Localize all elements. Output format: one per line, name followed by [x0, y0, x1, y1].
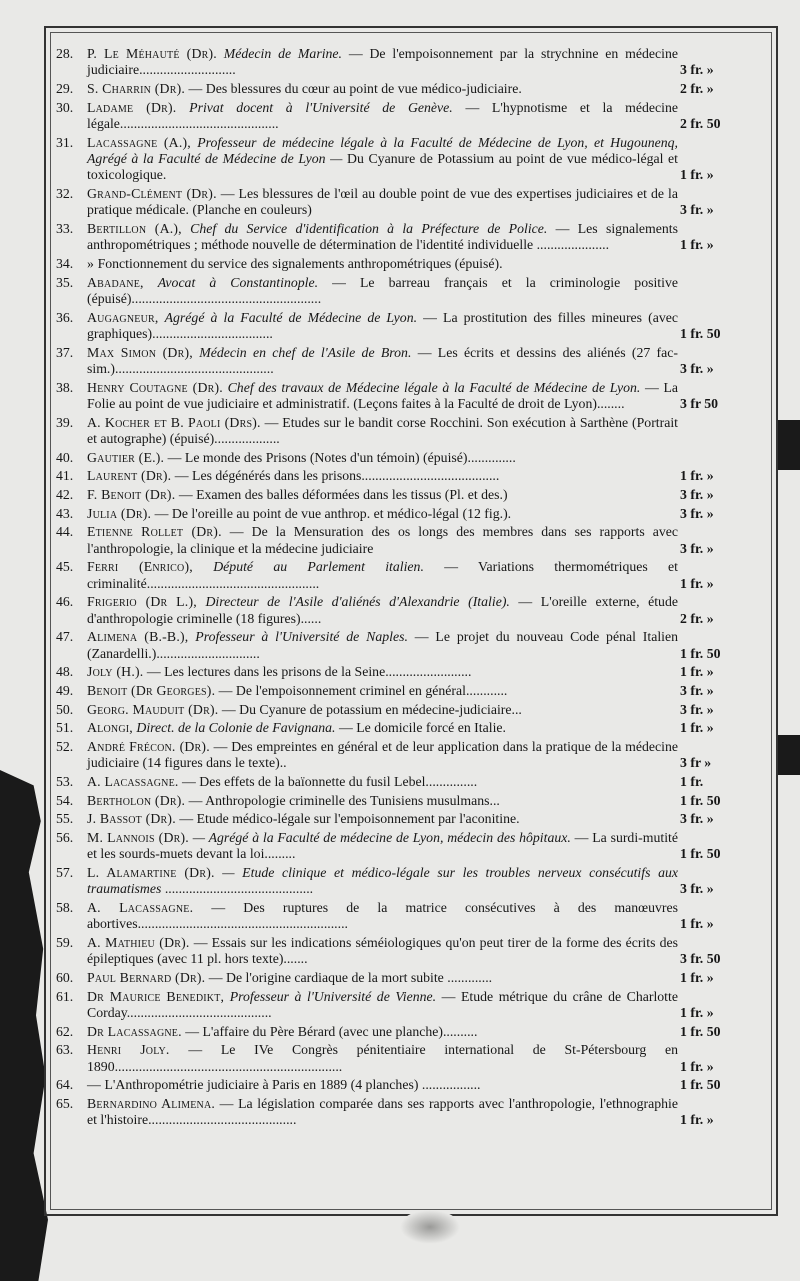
catalogue-list	[56, 46, 766, 1131]
entry-description: — Les dégénérés dans les prisons........................................	[174, 468, 500, 484]
catalogue-entry	[56, 506, 766, 522]
catalogue-entry	[56, 739, 766, 772]
entry-author: Gautier (E.).	[87, 449, 165, 465]
catalogue-entry	[56, 935, 766, 968]
entry-title: Agrégé à la Faculté de Médecine de Lyon.	[164, 309, 418, 325]
entry-price: 3 fr. »	[680, 540, 714, 556]
entry-number: 35.	[56, 274, 74, 290]
entry-description: — De la Mensuration des os longs des membres dans ses rapports avec l'anthropologie, la clinique et la médecine judiciaire	[87, 524, 679, 556]
entry-text	[87, 524, 678, 557]
entry-number: 37.	[56, 344, 74, 360]
entry-price: 3 fr. »	[680, 486, 714, 502]
entry-text	[87, 629, 678, 662]
catalogue-entry	[56, 81, 766, 97]
entry-author: Abadane,	[87, 274, 144, 290]
entry-description: — Les écrits et dessins des aliénés (27 fac-sim.)..............................................	[87, 344, 678, 376]
entry-author: Bertillon (A.),	[87, 220, 182, 236]
entry-text	[87, 811, 678, 827]
entry-title: Chef des travaux de Médecine légale à la Faculté de Médecine de Lyon.	[227, 379, 641, 395]
entry-text	[87, 415, 678, 448]
entry-description: — De l'empoisonnement par la strychnine en médecine judiciaire............................	[87, 46, 678, 78]
entry-number: 57.	[56, 864, 74, 880]
catalogue-entry	[56, 664, 766, 680]
entry-description: — Le barreau français et la criminologie positive (épuisé).......................................................	[87, 274, 678, 306]
entry-price: 1 fr. 50	[680, 325, 721, 341]
entry-title: — Agrégé à la Faculté de médecine de Lyon, médecin des hôpitaux.	[192, 830, 571, 845]
entry-author: Bernardino Alimena.	[87, 1095, 216, 1111]
entry-text	[87, 900, 678, 933]
entry-number: 55.	[56, 811, 74, 827]
entry-description: — La surdi-mutité et les sourds-muets devant la loi.........	[87, 830, 679, 862]
entry-number: 39.	[56, 414, 74, 430]
catalogue-entry	[56, 594, 766, 627]
entry-number: 42.	[56, 486, 74, 502]
catalogue-entry	[56, 310, 766, 343]
entry-title: Professeur à l'Université de Vienne.	[229, 988, 437, 1004]
entry-description: — Anthropologie criminelle des Tunisiens musulmans...	[188, 792, 500, 808]
entry-text	[87, 310, 678, 343]
entry-author: A. Lacassagne.	[87, 899, 194, 915]
torn-page-edge	[778, 735, 800, 775]
entry-title: Avocat à Constantinople.	[157, 274, 319, 290]
entry-price: 1 fr.	[680, 773, 704, 789]
entry-text	[87, 830, 678, 863]
entry-title: Direct. de la Colonie de Favignana.	[136, 720, 336, 736]
entry-text	[87, 720, 678, 736]
entry-number: 52.	[56, 738, 74, 754]
entry-author: Joly (H.).	[87, 664, 144, 680]
entry-title: Député au Parlement italien.	[213, 559, 424, 575]
entry-price: 1 fr. »	[680, 916, 714, 932]
entry-description: — Les signalements anthropométriques ; méthode nouvelle de détermination de l'identité individuelle .....................	[87, 220, 679, 253]
entry-description: — Le IVe Congrès pénitentiaire international de St-Pétersbourg en 1890..................................................................	[87, 1042, 679, 1074]
entry-description: Du Cyanure de Potassium au point de vue médico-légal et toxicologique.	[87, 150, 678, 183]
entry-description: — Le projet du nouveau Code pénal Italien (Zanardelli.)..............................	[87, 629, 679, 661]
entry-description: — La prostitution des filles mineures (avec graphiques)...................................	[87, 309, 678, 341]
entry-number: 59.	[56, 934, 74, 950]
entry-author: Ladame (Dr).	[87, 99, 177, 115]
entry-text	[87, 1042, 678, 1075]
entry-text	[87, 702, 678, 718]
entry-description: — L'hypnotisme et la médecine légale..............................................	[87, 99, 679, 131]
entry-author: Henri Joly.	[87, 1042, 170, 1058]
entry-author: Ferri (Enrico),	[87, 559, 193, 575]
entry-number: 33.	[56, 220, 74, 236]
entry-number: 38.	[56, 379, 74, 395]
entry-text	[87, 1024, 678, 1040]
catalogue-entry	[56, 1096, 766, 1129]
entry-text	[87, 664, 678, 680]
entry-number: 56.	[56, 830, 74, 845]
catalogue-entry	[56, 793, 766, 809]
entry-description: — Des effets de la baïonnette du fusil Lebel...............	[182, 773, 478, 789]
catalogue-entry	[56, 989, 766, 1022]
entry-author: L. Alamartine (Dr).	[87, 864, 215, 880]
catalogue-entry	[56, 256, 766, 272]
entry-price: 3 fr. »	[680, 811, 714, 827]
entry-author: Alimena (B.-B.),	[87, 629, 189, 645]
entry-number: 62.	[56, 1023, 74, 1039]
torn-page-edge	[778, 420, 800, 470]
entry-text	[87, 793, 678, 809]
entry-author: Dr Lacassagne.	[87, 1023, 182, 1039]
catalogue-entry	[56, 345, 766, 378]
entry-price: 3 fr. »	[680, 62, 714, 78]
entry-price: 1 fr. 50	[680, 645, 721, 661]
entry-number: 51.	[56, 720, 74, 736]
entry-author: A. Kocher et B. Paoli (Drs).	[87, 414, 261, 430]
entry-text	[87, 683, 678, 699]
entry-author: M. Lannois (Dr).	[87, 830, 189, 845]
entry-text	[87, 221, 678, 254]
entry-description: — Du Cyanure de potassium en médecine-judiciaire...	[221, 701, 522, 717]
catalogue-entry	[56, 629, 766, 662]
entry-author: S. Charrin (Dr).	[87, 80, 186, 96]
entry-author: —	[87, 1077, 101, 1093]
entry-price: 2 fr. »	[680, 80, 714, 96]
entry-title: Professeur à l'Université de Naples.	[195, 629, 408, 645]
entry-price: 1 fr. »	[680, 575, 714, 591]
catalogue-entry	[56, 46, 766, 79]
entry-text	[87, 100, 678, 133]
catalogue-entry	[56, 524, 766, 557]
entry-description: — Des blessures du cœur au point de vue médico-judiciaire.	[188, 80, 522, 96]
entry-price: 3 fr. »	[680, 701, 714, 717]
catalogue-entry	[56, 380, 766, 413]
entry-author: A. Mathieu (Dr).	[87, 934, 190, 950]
entry-author: Max Simon (Dr),	[87, 344, 193, 360]
entry-number: 31.	[56, 134, 74, 150]
entry-description: — De l'origine cardiaque de la mort subite .............	[208, 969, 493, 985]
entry-title: Chef du Service d'identification à la Préfecture de Police.	[190, 220, 548, 236]
entry-description: — Les lectures dans les prisons de la Seine.........................	[146, 664, 472, 680]
entry-description: — Des ruptures de la matrice consécutives à des manœuvres abortives.............................................................	[87, 899, 678, 932]
entry-number: 54.	[56, 792, 74, 808]
entry-number: 29.	[56, 80, 74, 96]
entry-description: — La Folie au point de vue judiciaire et administratif. (Leçons faites à la Faculté de droit de Lyon)........	[87, 379, 679, 411]
entry-author: Grand-Clément (Dr).	[87, 185, 217, 201]
entry-text	[87, 739, 678, 772]
entry-price: 1 fr. 50	[680, 792, 721, 808]
entry-price: 3 fr. »	[680, 360, 714, 376]
entry-author: Henry Coutagne (Dr).	[87, 379, 223, 395]
entry-author: J. Bassot (Dr).	[87, 811, 176, 827]
entry-text	[87, 275, 678, 308]
entry-author: F. Benoit (Dr).	[87, 486, 176, 502]
entry-number: 50.	[56, 701, 74, 717]
catalogue-entry	[56, 468, 766, 484]
entry-number: 61.	[56, 988, 74, 1004]
entry-text	[87, 81, 678, 97]
entry-text	[87, 135, 678, 184]
torn-page-edge	[0, 770, 48, 1281]
entry-price: 1 fr. 50	[680, 1077, 721, 1093]
catalogue-entry	[56, 900, 766, 933]
entry-price: 3 fr. »	[680, 505, 714, 521]
entry-number: 36.	[56, 309, 74, 325]
catalogue-entry	[56, 720, 766, 736]
entry-text	[87, 468, 678, 484]
entry-number: 32.	[56, 185, 74, 201]
entry-price: 1 fr. »	[680, 720, 714, 736]
entry-number: 45.	[56, 559, 74, 575]
entry-price: 3 fr. »	[680, 881, 714, 897]
entry-price: 1 fr. 50	[680, 846, 721, 862]
entry-title: Médecin en chef de l'Asile de Bron.	[199, 344, 412, 360]
entry-author: P. Le Méhauté (Dr).	[87, 46, 217, 61]
catalogue-entry	[56, 487, 766, 503]
entry-description: — Variations thermométriques et criminalité..................................................	[87, 559, 678, 591]
entry-number: 40.	[56, 449, 74, 465]
entry-text	[87, 935, 678, 968]
catalogue-entry	[56, 135, 766, 184]
catalogue-entry	[56, 100, 766, 133]
entry-price: 3 fr. »	[680, 682, 714, 698]
ink-smudge	[400, 1210, 460, 1244]
entry-text	[87, 506, 678, 522]
entry-author: Georg. Mauduit (Dr).	[87, 701, 219, 717]
entry-price: 1 fr. »	[680, 969, 714, 985]
entry-text	[87, 380, 678, 413]
entry-text	[87, 865, 678, 898]
entry-description: L'Anthropométrie judiciaire à Paris en 1889 (4 planches) .................	[104, 1077, 481, 1093]
entry-price: 3 fr »	[680, 755, 712, 771]
entry-text	[87, 1096, 678, 1129]
entry-title: Médecin de Marine.	[223, 46, 342, 61]
entry-description: — Les blessures de l'œil au double point de vue des expertises judiciaires et de la pratique médicale. (Planche en couleurs)	[87, 185, 679, 218]
entry-author: Laurent (Dr).	[87, 468, 172, 484]
entry-number: 46.	[56, 594, 74, 610]
entry-description: — De l'oreille au point de vue anthrop. et médico-légal (12 fig.).	[154, 505, 512, 521]
entry-text	[87, 594, 678, 627]
entry-number: 30.	[56, 99, 74, 115]
entry-number: 47.	[56, 629, 74, 645]
entry-price: 2 fr. 50	[680, 115, 721, 131]
entry-text	[87, 487, 678, 503]
catalogue-entry	[56, 1042, 766, 1075]
entry-description: — Etude métrique du crâne de Charlotte Corday..........................................	[87, 988, 678, 1020]
entry-number: 48.	[56, 664, 74, 680]
entry-number: 64.	[56, 1077, 74, 1093]
entry-title: Professeur de médecine légale à la Faculté de Médecine de Lyon, et Hugounenq, Agrégé à la Faculté de Médecine de Lyon —	[87, 134, 679, 166]
entry-description: — De l'empoisonnement criminel en général............	[218, 682, 508, 698]
entry-text	[87, 46, 678, 79]
catalogue-entry	[56, 1077, 766, 1093]
catalogue-entry	[56, 865, 766, 898]
entry-author: Lacassagne (A.),	[87, 134, 191, 150]
catalogue-entry	[56, 683, 766, 699]
entry-description: — Le domicile forcé en Italie.	[338, 720, 506, 736]
entry-number: 41.	[56, 468, 74, 484]
entry-text	[87, 450, 678, 466]
entry-number: 60.	[56, 969, 74, 985]
entry-text	[87, 559, 678, 592]
entry-author: Paul Bernard (Dr).	[87, 969, 206, 985]
entry-text	[87, 774, 678, 790]
entry-author: Alongi,	[87, 720, 133, 736]
entry-price: 1 fr. »	[680, 237, 714, 253]
entry-price: 1 fr. »	[680, 664, 714, 680]
entry-text	[87, 1077, 678, 1093]
entry-number: 34.	[56, 255, 74, 271]
entry-price: 1 fr. »	[680, 1112, 714, 1128]
catalogue-entry	[56, 450, 766, 466]
entry-description: — Le monde des Prisons (Notes d'un témoin) (épuisé)..............	[167, 449, 516, 465]
entry-description: — L'affaire du Père Bérard (avec une planche)..........	[185, 1023, 478, 1039]
entry-number: 65.	[56, 1095, 74, 1111]
entry-price: 2 fr. »	[680, 610, 714, 626]
entry-title: Privat docent à l'Université de Genève.	[189, 99, 453, 115]
entry-author: »	[87, 255, 95, 271]
entry-number: 63.	[56, 1042, 74, 1058]
entry-number: 44.	[56, 524, 74, 540]
catalogue-entry	[56, 559, 766, 592]
entry-author: Augagneur,	[87, 309, 159, 325]
entry-description: — Essais sur les indications séméiologiques qu'on peut tirer de la forme des écrits des épileptiques (avec 11 pl. hors texte).......	[87, 934, 679, 967]
entry-price: 3 fr 50	[680, 395, 719, 411]
catalogue-entry	[56, 970, 766, 986]
entry-description: — Etudes sur le bandit corse Rocchini. Son exécution à Sarthène (Portrait et autographe) (épuisé)...................	[87, 414, 679, 446]
catalogue-entry	[56, 830, 766, 863]
entry-price: 1 fr. »	[680, 167, 714, 183]
entry-price: 1 fr. »	[680, 1004, 714, 1020]
entry-title: Directeur de l'Asile d'aliénés d'Alexandrie (Italie).	[205, 594, 510, 610]
catalogue-entry	[56, 186, 766, 219]
entry-text	[87, 989, 678, 1022]
catalogue-entry	[56, 275, 766, 308]
entry-price: 1 fr. »	[680, 1058, 714, 1074]
entry-price: 3 fr. »	[680, 202, 714, 218]
catalogue-entry	[56, 774, 766, 790]
entry-description: Fonctionnement du service des signalements anthropométriques (épuisé).	[97, 255, 503, 271]
entry-price: 1 fr. »	[680, 468, 714, 484]
entry-author: André Frécon. (Dr).	[87, 738, 210, 754]
entry-number: 58.	[56, 899, 74, 915]
catalogue-entry	[56, 1024, 766, 1040]
catalogue-page	[44, 26, 778, 1216]
entry-author: Bertholon (Dr).	[87, 792, 186, 808]
entry-author: A. Lacassagne.	[87, 773, 179, 789]
catalogue-entry	[56, 811, 766, 827]
entry-description: — L'oreille externe, étude d'anthropologie criminelle (18 figures)......	[87, 594, 678, 626]
entry-author: Etienne Rollet (Dr).	[87, 524, 222, 540]
entry-text	[87, 256, 678, 272]
entry-price: 3 fr. 50	[680, 951, 721, 967]
entry-description: — La législation comparée dans ses rapports avec l'anthropologie, l'ethnographie et l'histoire...........................................	[87, 1095, 679, 1128]
entry-description: ...........................................	[164, 881, 314, 897]
entry-author: Julia (Dr).	[87, 505, 152, 521]
entry-description: — Etude médico-légale sur l'empoisonnement par l'aconitine.	[179, 811, 520, 827]
entry-title: — Etude clinique et médico-légale sur les troubles nerveux consécutifs aux traumatismes	[87, 864, 678, 897]
entry-text	[87, 970, 678, 986]
entry-price: 1 fr. 50	[680, 1023, 721, 1039]
entry-author: Benoit (Dr Georges).	[87, 682, 216, 698]
entry-author: Frigerio (Dr L.),	[87, 594, 197, 610]
catalogue-entry	[56, 221, 766, 254]
catalogue-entry	[56, 415, 766, 448]
entry-number: 53.	[56, 773, 74, 789]
catalogue-entry	[56, 702, 766, 718]
entry-description: — Des empreintes en général et de leur application dans la pratique de la médecine judiciaire (14 figures dans le texte)..	[87, 738, 679, 771]
entry-description: — Examen des balles déformées dans les tissus (Pl. et des.)	[178, 486, 508, 502]
entry-text	[87, 186, 678, 219]
entry-number: 28.	[56, 46, 74, 61]
entry-number: 43.	[56, 505, 74, 521]
entry-number: 49.	[56, 682, 74, 698]
entry-text	[87, 345, 678, 378]
entry-author: Dr Maurice Benedikt,	[87, 988, 225, 1004]
